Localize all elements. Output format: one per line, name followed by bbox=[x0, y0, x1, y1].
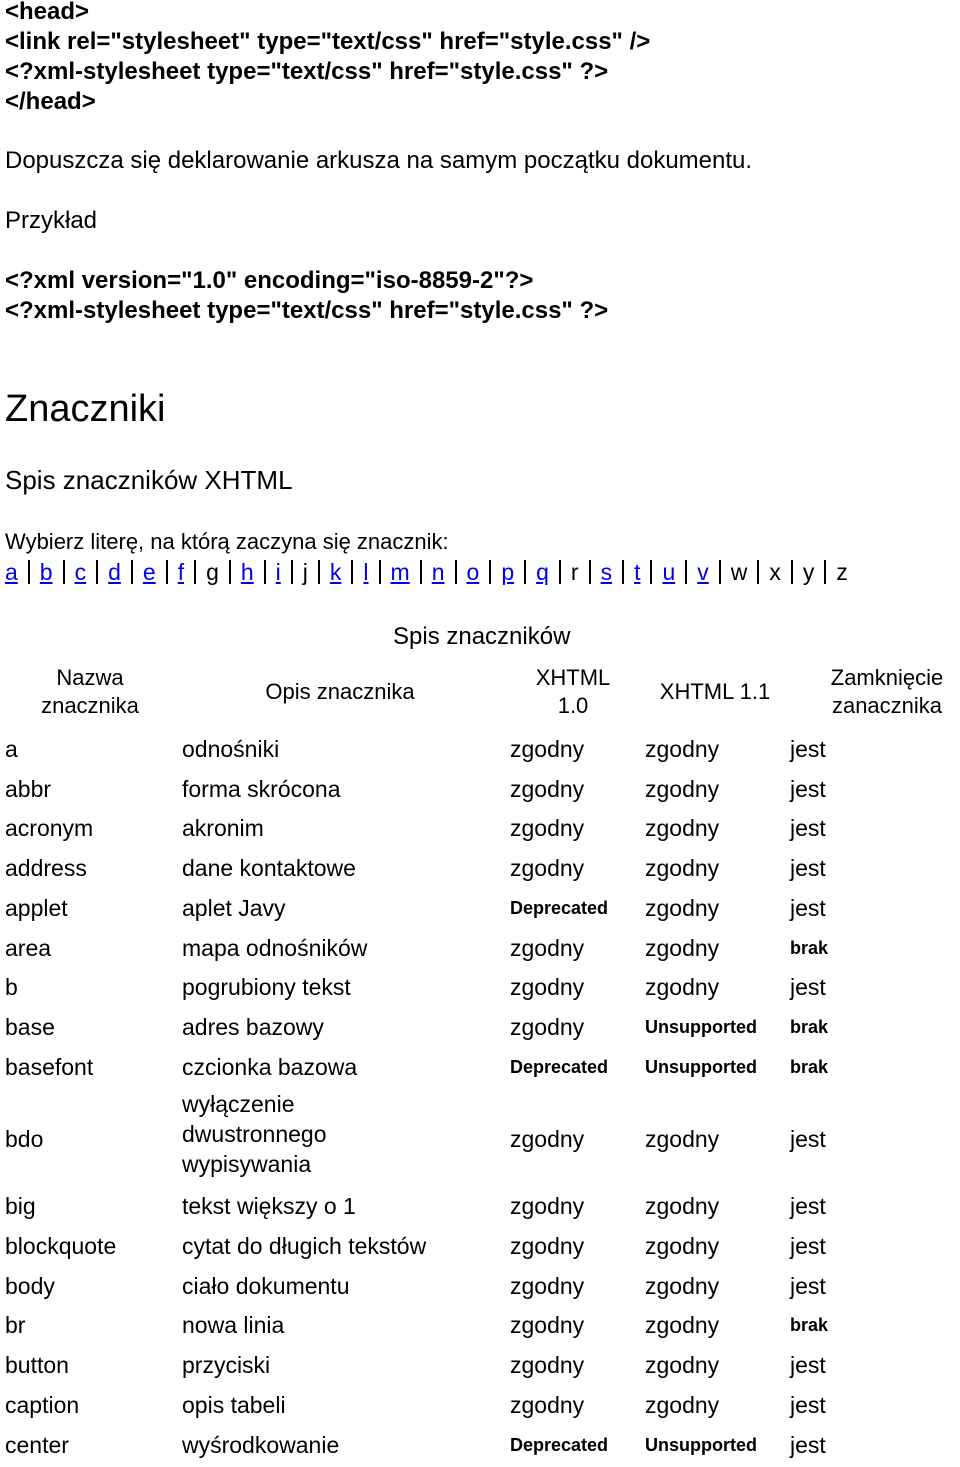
header-closing: Zamknięcie zanacznika bbox=[812, 664, 960, 720]
letter-link-h[interactable]: h bbox=[241, 559, 254, 585]
code-line: </head> bbox=[5, 87, 96, 117]
letter-separator bbox=[650, 560, 652, 584]
cell-xhtml11: zgodny bbox=[645, 1390, 719, 1420]
letter-separator bbox=[264, 560, 266, 584]
header-xhtml11: XHTML 1.1 bbox=[640, 678, 790, 706]
cell-tag-name: caption bbox=[5, 1390, 79, 1420]
cell-xhtml10: zgodny bbox=[510, 972, 584, 1002]
letter-separator bbox=[96, 560, 98, 584]
cell-closing: jest bbox=[790, 1124, 826, 1154]
cell-tag-name: applet bbox=[5, 893, 68, 923]
cell-closing: brak bbox=[790, 933, 828, 963]
cell-tag-name: base bbox=[5, 1012, 55, 1042]
page-subheading: Spis znaczników XHTML bbox=[5, 463, 293, 497]
cell-tag-name: body bbox=[5, 1271, 55, 1301]
table-row bbox=[0, 970, 960, 1010]
letter-separator bbox=[455, 560, 457, 584]
cell-closing: jest bbox=[790, 1350, 826, 1380]
cell-description: tekst większy o 1 bbox=[182, 1191, 356, 1221]
cell-description: ciało dokumentu bbox=[182, 1271, 350, 1301]
cell-description: aplet Javy bbox=[182, 893, 286, 923]
header-description: Opis znacznika bbox=[240, 678, 440, 706]
cell-closing: jest bbox=[790, 1191, 826, 1221]
letter-link-i[interactable]: i bbox=[276, 559, 281, 585]
letter-separator bbox=[318, 560, 320, 584]
letter-separator bbox=[524, 560, 526, 584]
table-row bbox=[0, 931, 960, 971]
cell-closing: brak bbox=[790, 1310, 828, 1340]
cell-xhtml10: zgodny bbox=[510, 1012, 584, 1042]
cell-closing: jest bbox=[790, 774, 826, 804]
letter-separator bbox=[589, 560, 591, 584]
letter-separator bbox=[685, 560, 687, 584]
table-row bbox=[0, 1229, 960, 1269]
example-code-line: <?xml-stylesheet type="text/css" href="style.css" ?> bbox=[5, 296, 608, 326]
table-row bbox=[0, 1050, 960, 1090]
cell-xhtml10: zgodny bbox=[510, 853, 584, 883]
letter-link-b[interactable]: b bbox=[40, 559, 53, 585]
cell-description: dane kontaktowe bbox=[182, 853, 356, 883]
table-row bbox=[0, 772, 960, 812]
cell-xhtml10: zgodny bbox=[510, 1271, 584, 1301]
letter-separator bbox=[379, 560, 381, 584]
letter-separator bbox=[757, 560, 759, 584]
letter-separator bbox=[131, 560, 133, 584]
letter-link-t[interactable]: t bbox=[634, 559, 640, 585]
table-row bbox=[0, 1010, 960, 1050]
cell-tag-name: b bbox=[5, 972, 18, 1002]
letter-separator bbox=[420, 560, 422, 584]
cell-xhtml10: zgodny bbox=[510, 1124, 584, 1154]
cell-xhtml10: zgodny bbox=[510, 774, 584, 804]
table-row bbox=[0, 1308, 960, 1348]
letter-separator bbox=[824, 560, 826, 584]
letter-separator bbox=[351, 560, 353, 584]
cell-tag-name: basefont bbox=[5, 1052, 93, 1082]
letter-link-f[interactable]: f bbox=[178, 559, 184, 585]
page-heading: Znaczniki bbox=[5, 386, 166, 432]
choose-letter-text: Wybierz literę, na którą zaczyna się znacznik: bbox=[5, 528, 449, 556]
table-row bbox=[0, 1388, 960, 1428]
cell-closing: brak bbox=[790, 1012, 828, 1042]
letter-link-v[interactable]: v bbox=[697, 559, 709, 585]
letter-j: j bbox=[303, 559, 308, 585]
cell-tag-name: button bbox=[5, 1350, 69, 1380]
example-code-line: <?xml version="1.0" encoding="iso-8859-2"?> bbox=[5, 266, 533, 296]
header-name: Nazwa znacznika bbox=[20, 664, 160, 720]
cell-closing: jest bbox=[790, 893, 826, 923]
cell-description: odnośniki bbox=[182, 734, 279, 764]
letter-separator bbox=[166, 560, 168, 584]
cell-xhtml11: zgodny bbox=[645, 1310, 719, 1340]
letter-w: w bbox=[731, 559, 748, 585]
table-row bbox=[0, 732, 960, 772]
cell-closing: jest bbox=[790, 1231, 826, 1261]
letter-x: x bbox=[769, 559, 781, 585]
cell-tag-name: center bbox=[5, 1430, 69, 1460]
cell-xhtml10: zgodny bbox=[510, 813, 584, 843]
letter-link-s[interactable]: s bbox=[601, 559, 613, 585]
cell-description: czcionka bazowa bbox=[182, 1052, 357, 1082]
cell-tag-name: big bbox=[5, 1191, 36, 1221]
letter-navigation bbox=[5, 558, 848, 586]
cell-tag-name: acronym bbox=[5, 813, 93, 843]
cell-xhtml11: zgodny bbox=[645, 853, 719, 883]
cell-xhtml10: zgodny bbox=[510, 734, 584, 764]
table-row bbox=[0, 1269, 960, 1309]
cell-xhtml11: Unsupported bbox=[645, 1052, 757, 1082]
letter-separator bbox=[194, 560, 196, 584]
cell-xhtml11: Unsupported bbox=[645, 1012, 757, 1042]
cell-tag-name: address bbox=[5, 853, 87, 883]
cell-tag-name: br bbox=[5, 1310, 25, 1340]
cell-tag-name: abbr bbox=[5, 774, 51, 804]
cell-description: forma skrócona bbox=[182, 774, 341, 804]
cell-closing: jest bbox=[790, 972, 826, 1002]
example-label: Przykład bbox=[5, 206, 97, 236]
cell-xhtml10: zgodny bbox=[510, 1231, 584, 1261]
cell-xhtml11: zgodny bbox=[645, 1271, 719, 1301]
cell-description: adres bazowy bbox=[182, 1012, 324, 1042]
letter-separator bbox=[622, 560, 624, 584]
letter-link-u[interactable]: u bbox=[662, 559, 675, 585]
cell-xhtml10: zgodny bbox=[510, 1390, 584, 1420]
cell-xhtml10: zgodny bbox=[510, 933, 584, 963]
cell-xhtml11: zgodny bbox=[645, 1350, 719, 1380]
cell-xhtml11: zgodny bbox=[645, 774, 719, 804]
cell-xhtml10: zgodny bbox=[510, 1310, 584, 1340]
table-row bbox=[0, 1089, 960, 1189]
letter-link-c[interactable]: c bbox=[75, 559, 87, 585]
table-row bbox=[0, 851, 960, 891]
cell-xhtml11: zgodny bbox=[645, 1191, 719, 1221]
header-xhtml10: XHTML 1.0 bbox=[518, 664, 628, 720]
cell-description: wyśrodkowanie bbox=[182, 1430, 339, 1460]
cell-description: akronim bbox=[182, 813, 264, 843]
table-row bbox=[0, 1189, 960, 1229]
cell-xhtml11: zgodny bbox=[645, 1231, 719, 1261]
cell-closing: jest bbox=[790, 1430, 826, 1460]
cell-xhtml10: zgodny bbox=[510, 1350, 584, 1380]
letter-y: y bbox=[803, 559, 815, 585]
letter-separator bbox=[63, 560, 65, 584]
cell-tag-name: a bbox=[5, 734, 18, 764]
letter-separator bbox=[719, 560, 721, 584]
cell-xhtml11: Unsupported bbox=[645, 1430, 757, 1460]
letter-link-l[interactable]: l bbox=[363, 559, 368, 585]
table-caption: Spis znaczników bbox=[393, 622, 570, 652]
cell-xhtml11: zgodny bbox=[645, 972, 719, 1002]
table-row bbox=[0, 1348, 960, 1388]
letter-link-m[interactable]: m bbox=[391, 559, 410, 585]
cell-xhtml10: Deprecated bbox=[510, 1052, 608, 1082]
letter-link-d[interactable]: d bbox=[108, 559, 121, 585]
cell-tag-name: bdo bbox=[5, 1124, 43, 1154]
paragraph: Dopuszcza się deklarowanie arkusza na samym początku dokumentu. bbox=[5, 146, 752, 176]
letter-separator bbox=[229, 560, 231, 584]
cell-closing: jest bbox=[790, 813, 826, 843]
letter-separator bbox=[489, 560, 491, 584]
letter-separator bbox=[559, 560, 561, 584]
letter-separator bbox=[791, 560, 793, 584]
code-line: <link rel="stylesheet" type="text/css" href="style.css" /> bbox=[5, 27, 650, 57]
cell-xhtml11: zgodny bbox=[645, 893, 719, 923]
cell-xhtml10: Deprecated bbox=[510, 893, 608, 923]
cell-xhtml10: zgodny bbox=[510, 1191, 584, 1221]
letter-r: r bbox=[571, 559, 579, 585]
cell-closing: jest bbox=[790, 1390, 826, 1420]
table-row bbox=[0, 1428, 960, 1467]
cell-description: przyciski bbox=[182, 1350, 270, 1380]
cell-closing: brak bbox=[790, 1052, 828, 1082]
cell-xhtml10: Deprecated bbox=[510, 1430, 608, 1460]
cell-description: pogrubiony tekst bbox=[182, 972, 351, 1002]
cell-description: mapa odnośników bbox=[182, 933, 367, 963]
code-line: <?xml-stylesheet type="text/css" href="style.css" ?> bbox=[5, 57, 608, 87]
letter-link-q[interactable]: q bbox=[536, 559, 549, 585]
cell-tag-name: area bbox=[5, 933, 51, 963]
letter-link-a[interactable]: a bbox=[5, 559, 18, 585]
letter-link-k[interactable]: k bbox=[330, 559, 342, 585]
letter-separator bbox=[28, 560, 30, 584]
cell-closing: jest bbox=[790, 734, 826, 764]
letter-g: g bbox=[206, 559, 219, 585]
code-line: <head> bbox=[5, 0, 89, 27]
cell-description: wyłączenie dwustronnego wypisywania bbox=[182, 1089, 372, 1179]
cell-xhtml11: zgodny bbox=[645, 933, 719, 963]
table-row bbox=[0, 811, 960, 851]
cell-description: nowa linia bbox=[182, 1310, 284, 1340]
cell-closing: jest bbox=[790, 853, 826, 883]
cell-description: cytat do długich tekstów bbox=[182, 1231, 426, 1261]
letter-z: z bbox=[836, 559, 848, 585]
letter-link-o[interactable]: o bbox=[467, 559, 480, 585]
letter-separator bbox=[291, 560, 293, 584]
letter-link-e[interactable]: e bbox=[143, 559, 156, 585]
cell-description: opis tabeli bbox=[182, 1390, 286, 1420]
table-row bbox=[0, 891, 960, 931]
cell-xhtml11: zgodny bbox=[645, 813, 719, 843]
cell-xhtml11: zgodny bbox=[645, 1124, 719, 1154]
cell-xhtml11: zgodny bbox=[645, 734, 719, 764]
cell-tag-name: blockquote bbox=[5, 1231, 116, 1261]
letter-link-p[interactable]: p bbox=[501, 559, 514, 585]
letter-link-n[interactable]: n bbox=[432, 559, 445, 585]
cell-closing: jest bbox=[790, 1271, 826, 1301]
